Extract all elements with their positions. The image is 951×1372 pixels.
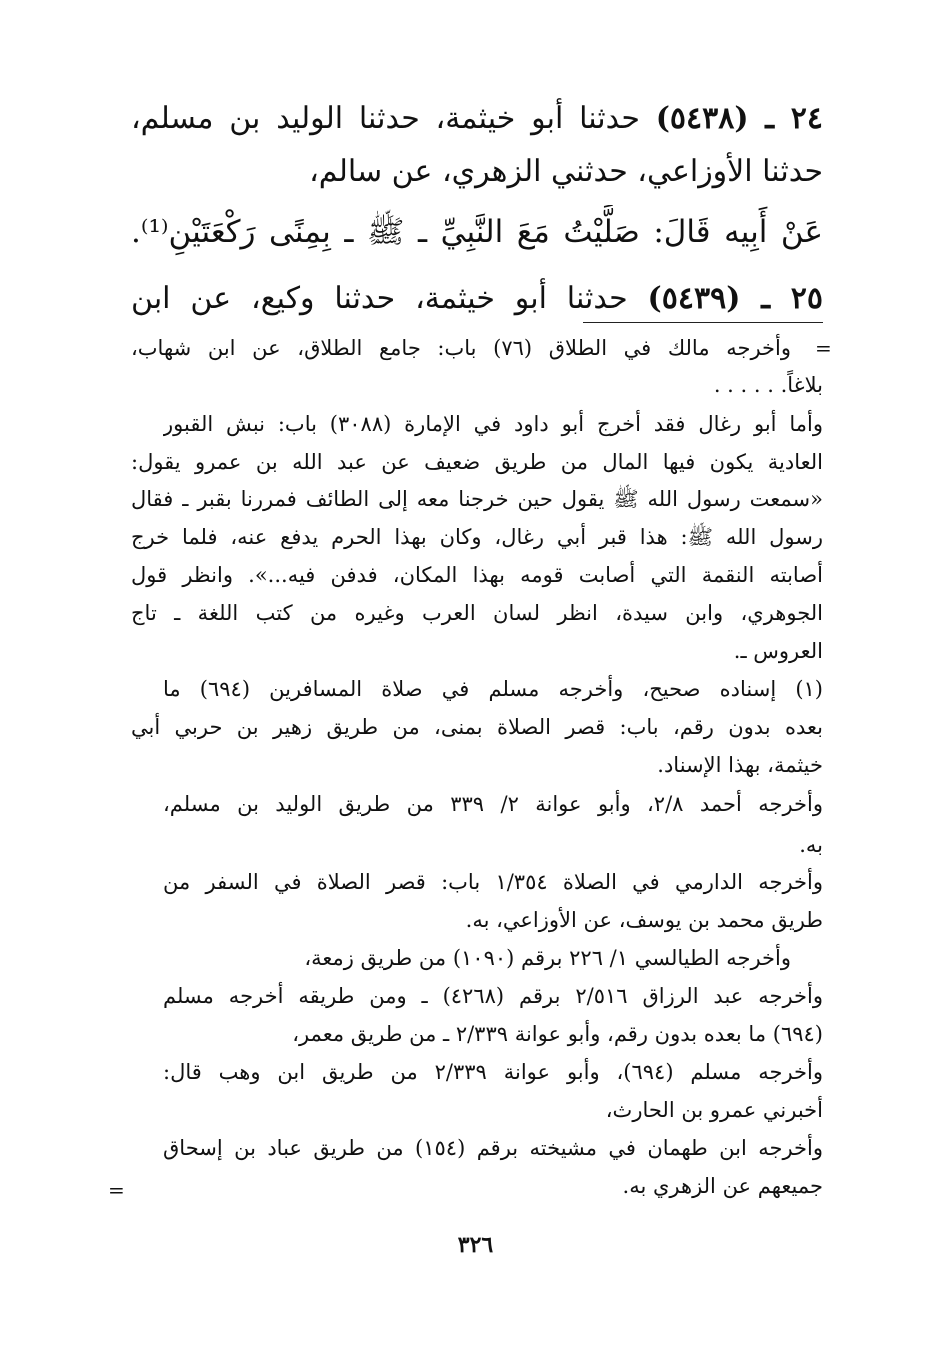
footnote-line: العروس ـ.: [733, 639, 823, 663]
footnote-line: وأخرجه الطيالسي ١/ ٢٢٦ برقم (١٠٩٠) من طريق زمعة،: [304, 946, 791, 970]
footnote-line: جميعهم عن الزهري به.: [622, 1174, 823, 1198]
hadith-24-line-3: عَنْ أَبِيه قَالَ: صَلَّيْتُ مَعَ النَّبِيِّ ـ ﷺ ـ بِمِنًى رَكْعَتَيْنِ⁽¹⁾.: [131, 214, 823, 250]
page-number: ٣٢٦: [457, 1232, 494, 1258]
footnote-line: وأخرجه أحمد ٢/٨، وأبو عوانة ٢/ ٣٣٩ من طريق الوليد بن مسلم،: [163, 792, 823, 816]
footnote-line: أخبرني عمرو بن الحارث،: [605, 1098, 823, 1122]
hadith-24-number: ٢٤ ـ (٥٤٣٨): [655, 101, 823, 136]
footnote-line: (١) إسناده صحيح، وأخرجه مسلم في صلاة المسافرين (٦٩٤) ما: [163, 677, 823, 701]
footnote-line: وأخرجه عبد الرزاق ٢/٥١٦ برقم (٤٢٦٨) ـ ومن طريقه أخرجه مسلم: [163, 984, 823, 1008]
footnote-line: به.: [799, 833, 823, 857]
hadith-25-text: حدثنا أبو خيثمة، حدثنا وكيع، عن ابن: [131, 281, 628, 316]
footnote-line: الجوهري، وابن سيدة، انظر لسان العرب وغيره من كتب اللغة ـ تاج: [131, 601, 823, 625]
footnote-line: وأخرجه مالك في الطلاق (٧٦) باب: جامع الطلاق، عن ابن شهاب،: [131, 336, 791, 360]
footnote-line: العادية يكون فيها المال من طريق ضعيف عن عبد الله بن عمرو يقول:: [131, 450, 823, 474]
continued-to-mark: =: [108, 1178, 125, 1202]
hadith-24-text: حدثنا أبو خيثمة، حدثنا الوليد بن مسلم،: [131, 101, 640, 136]
footnote-line: وأخرجه ابن طهمان في مشيخته برقم (١٥٤) من طريق عباد بن إسحاق: [163, 1136, 823, 1160]
footnote-line: رسول الله ﷺ: هذا قبر أبي رغال، وكان بهذا الحرم يدفع عنه، فلما خرج: [131, 525, 823, 549]
footnote-line: وأما أبو رغال فقد أخرج أبو داود في الإمارة (٣٠٨٨) باب: نبش القبور: [163, 412, 823, 436]
footnote-line: طريق محمد بن يوسف، عن الأوزاعي، به.: [465, 908, 823, 932]
hadith-24-line-1: [131, 92, 823, 146]
footnote-separator: [583, 322, 823, 323]
footnote-line: وأخرجه الدارمي في الصلاة ١/٣٥٤ باب: قصر الصلاة في السفر من: [163, 870, 823, 894]
hadith-25-line-1: [131, 272, 823, 326]
footnote-line: بعده بدون رقم، باب: قصر الصلاة بمنى، من طريق زهير بن حربي أبي: [131, 715, 823, 739]
footnote-line: خيثمة، بهذا الإسناد.: [657, 753, 823, 777]
footnote-line: أصابته النقمة التي أصابت قومه بهذا المكان، فدفن فيه...». وانظر قول: [131, 563, 823, 587]
hadith-25-number: ٢٥ ـ (٥٤٣٩): [647, 281, 823, 316]
footnote-line: بلاغاً. . . . . .: [713, 373, 823, 397]
footnote-line: وأخرجه مسلم (٦٩٤)، وأبو عوانة ٢/٣٣٩ من طريق ابن وهب قال:: [163, 1060, 823, 1084]
footnote-line: (٦٩٤) ما بعده بدون رقم، وأبو عوانة ٢/٣٣٩ ـ من طريق معمر،: [292, 1022, 823, 1046]
hadith-24-line-2: حدثنا الأوزاعي، حدثني الزهري، عن سالم،: [309, 154, 823, 189]
continued-from-mark: =: [815, 336, 832, 360]
footnote-line: «سمعت رسول الله ﷺ يقول حين خرجنا معه إلى الطائف فمررنا بقبر ـ فقال: [131, 487, 823, 511]
